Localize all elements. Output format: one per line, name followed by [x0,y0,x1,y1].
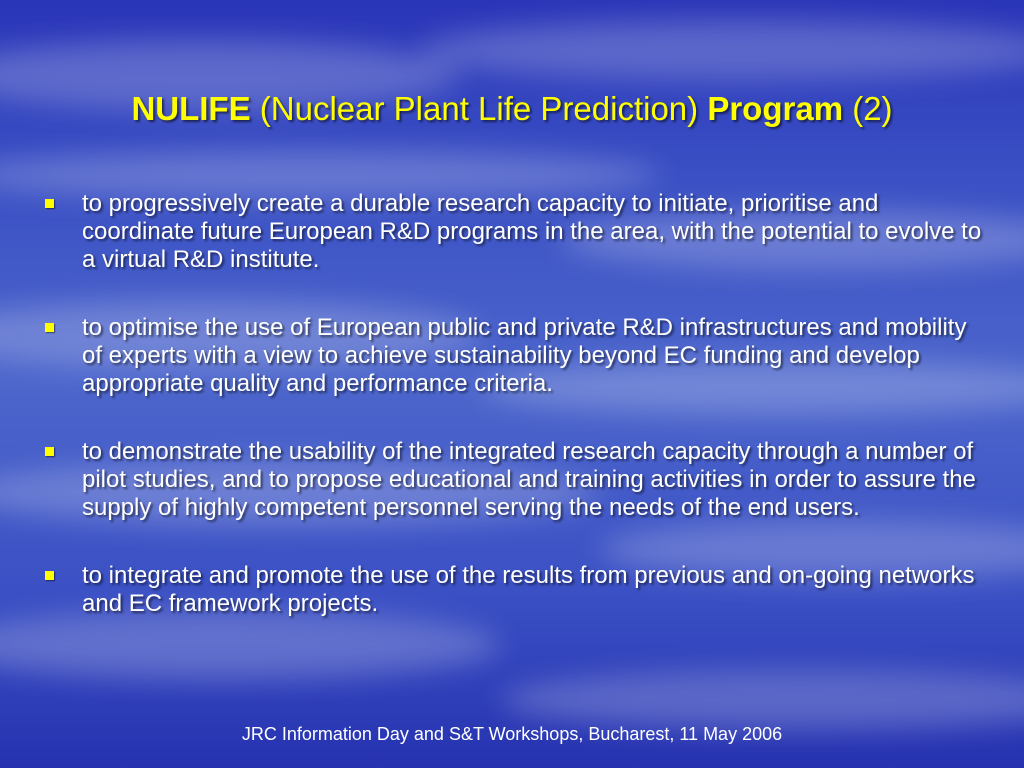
bullet-text: to integrate and promote the use of the results from previous and on-going networks and EC framework projects. [82,562,975,617]
bullet-text: to progressively create a durable research capacity to initiate, prioritise and coordinate future European R&D programs in the area, with the potential to evolve to a virtual R&D institute. [82,190,982,273]
slide-footer: JRC Information Day and S&T Workshops, Bucharest, 11 May 2006 [241,724,783,744]
title-program: Program [707,90,844,127]
bullet-text: to optimise the use of European public and private R&D infrastructures and mobility of experts with a view to achieve sustainability beyond EC funding and develop appropriate quality and performance criteria. [82,314,967,397]
bullet-list [40,190,990,658]
title-number: (2) [852,90,893,127]
bullet-item [40,562,990,618]
bullet-item [40,314,990,398]
bullet-item [40,190,990,274]
square-bullet-icon [45,199,54,208]
bullet-text: to demonstrate the usability of the integrated research capacity through a number of pilot studies, and to propose educational and training activities in order to assure the supply of highly competent personnel serving the needs of the end users. [82,438,976,521]
square-bullet-icon [45,323,54,332]
square-bullet-icon [45,571,54,580]
title-acronym: NULIFE [131,90,251,127]
slide-title [0,90,1024,128]
title-subtitle: (Nuclear Plant Life Prediction) [259,90,699,127]
bullet-item [40,438,990,522]
square-bullet-icon [45,447,54,456]
